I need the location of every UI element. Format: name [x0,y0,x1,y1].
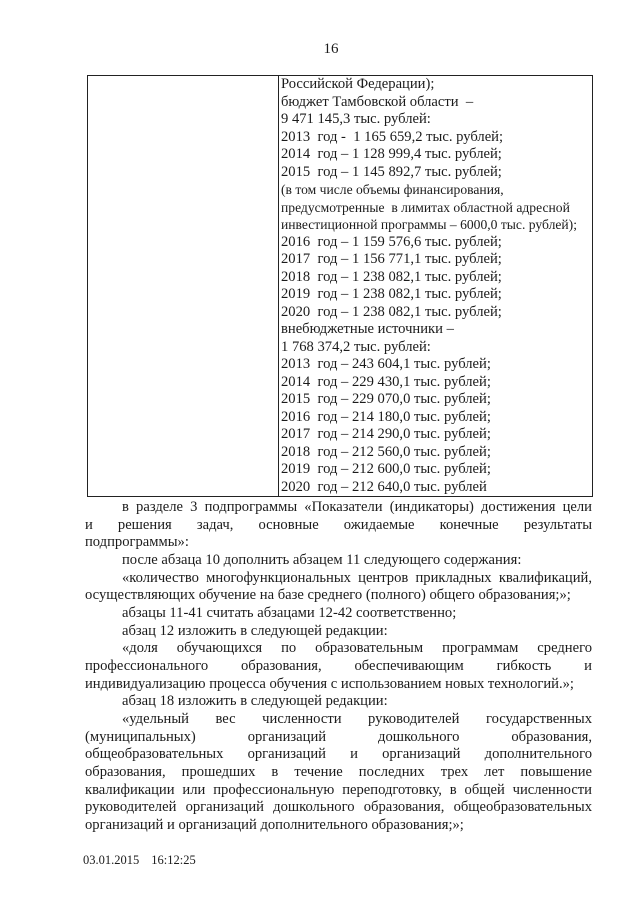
extrabudgetary-year-line: 2019 год – 212 600,0 тыс. рублей; [281,461,491,477]
continuation-line: Российской Федерации); [281,76,435,92]
paragraph-line: абзацы 11-41 считать абзацами 12-42 соответственно; [122,604,457,621]
paragraph-line: абзац 18 изложить в следующей редакции: [122,693,388,710]
regional-budget-total: 9 471 145,3 тыс. рублей: [281,111,431,127]
paragraph-line: (муниципальных) организаций дошкольного образования, [85,728,592,745]
paragraph-line: и решения задач, основные ожидаемые конечные результаты [85,516,592,533]
regional-budget-label: бюджет Тамбовской области – [281,93,474,110]
amendment-paragraph [85,499,592,552]
extrabudgetary-year-line: 2013 год – 243 604,1 тыс. рублей; [281,356,491,372]
page-number: 16 [323,41,339,57]
paragraph-line: индивидуализацию процесса обучения с использованием новых технологий.»; [85,675,574,692]
print-timestamp [83,852,196,868]
amendment-paragraph [85,605,592,623]
print-time: 16:12:25 [151,853,196,867]
paragraph-line: «удельный вес численности руководителей государственных [122,710,592,727]
investment-note-line: (в том числе объемы финансирования, [281,182,504,197]
regional-budget-year-line: 2019 год – 1 238 082,1 тыс. рублей; [281,286,502,302]
regional-budget-year-line: 2015 год – 1 145 892,7 тыс. рублей; [281,163,502,180]
regional-budget-year-line: 2017 год – 1 156 771,1 тыс. рублей; [281,251,502,267]
paragraph-line: квалификации или профессиональную переподготовку, в общей численности [85,781,592,798]
extrabudgetary-year-line: 2020 год – 212 640,0 тыс. рублей [281,478,487,495]
paragraph-line: руководителей организаций дошкольного образования, общеобразовательных [85,799,592,816]
investment-note-line: инвестиционной программы – 6000,0 тыс. рублей); [281,217,577,232]
extrabudgetary-total: 1 768 374,2 тыс. рублей: [281,338,431,355]
paragraph-line: в разделе 3 подпрограммы «Показатели (индикаторы) достижения цели [122,499,592,515]
paragraph-line: профессионального образования, обеспечивающим гибкость и [85,657,592,674]
paragraph-line: «доля обучающихся по образовательным программам среднего [122,640,592,657]
regional-budget-year-line: 2016 год – 1 159 576,6 тыс. рублей; [281,233,502,250]
extrabudgetary-year-line: 2015 год – 229 070,0 тыс. рублей; [281,391,491,407]
paragraph-line: подпрограммы»: [85,534,189,551]
extrabudgetary-year-line: 2014 год – 229 430,1 тыс. рублей; [281,373,491,390]
regional-budget-year-line: 2014 год – 1 128 999,4 тыс. рублей; [281,146,502,162]
regional-budget-year-line: 2020 год – 1 238 082,1 тыс. рублей; [281,303,502,320]
table-cell-right [279,76,592,496]
amendment-paragraph [85,693,592,711]
funding-table [87,75,593,497]
paragraph-line: организаций и организаций дополнительного образования;»; [85,816,464,833]
extrabudgetary-year-line: 2017 год – 214 290,0 тыс. рублей; [281,426,491,442]
paragraph-line: образования, прошедших в течение последних трех лет повышение [85,763,592,780]
amendments-text [85,499,592,834]
amendment-paragraph [85,552,592,570]
paragraph-line: абзац 12 изложить в следующей редакции: [122,622,388,639]
amendment-paragraph [85,711,592,835]
amendment-paragraph [85,570,592,605]
extrabudgetary-label: внебюджетные источники – [281,321,454,337]
table-cell-left [88,76,279,496]
investment-note-line: предусмотренные в лимитах областной адресной [281,199,570,215]
paragraph-line: осуществляющих обучение на базе среднего (полного) общего образования;»; [85,587,571,604]
paragraph-line: «количество многофункциональных центров прикладных квалификаций, [122,569,592,586]
extrabudgetary-year-line: 2018 год – 212 560,0 тыс. рублей; [281,443,491,460]
amendment-paragraph [85,623,592,641]
extrabudgetary-year-line: 2016 год – 214 180,0 тыс. рублей; [281,408,491,425]
paragraph-line: после абзаца 10 дополнить абзацем 11 следующего содержания: [122,551,522,568]
paragraph-line: общеобразовательных организаций и организаций дополнительного [85,746,592,763]
print-date: 03.01.2015 [83,853,140,867]
amendment-paragraph [85,640,592,693]
regional-budget-year-line: 2013 год - 1 165 659,2 тыс. рублей; [281,128,504,145]
regional-budget-year-line: 2018 год – 1 238 082,1 тыс. рублей; [281,268,502,285]
